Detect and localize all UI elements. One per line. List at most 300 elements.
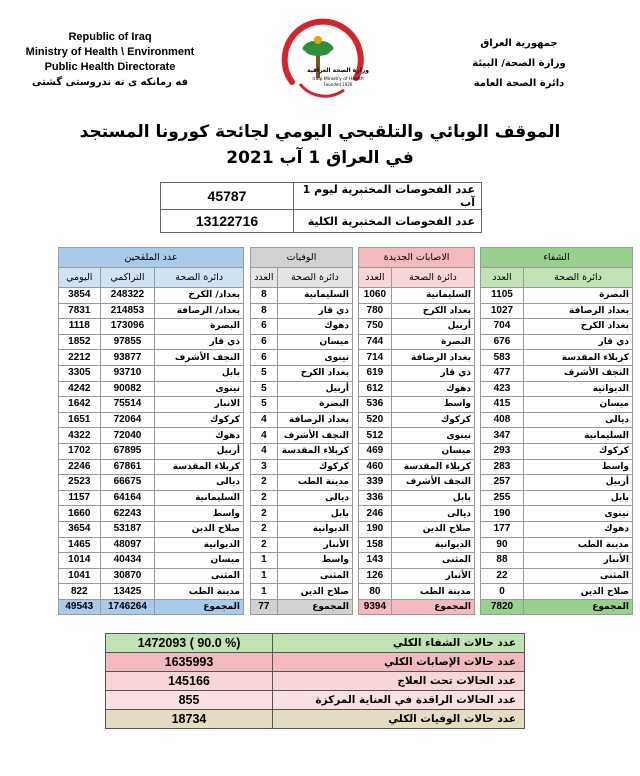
table-row <box>359 412 475 428</box>
summary-row-cases <box>106 653 525 672</box>
row-value: 126 <box>359 568 392 584</box>
row-dept: واسط <box>523 459 632 475</box>
table-row <box>359 303 475 319</box>
row-value: 2212 <box>59 350 101 366</box>
row-value: 2246 <box>59 459 101 475</box>
row-value: 97855 <box>100 334 155 350</box>
row-dept: ديالى <box>155 475 244 491</box>
row-value: 80 <box>359 584 392 600</box>
table-row <box>359 537 475 553</box>
row-dept: ذي قار <box>277 303 352 319</box>
row-value: 1702 <box>59 443 101 459</box>
table-row <box>481 365 633 381</box>
vaccinated-body <box>59 288 244 600</box>
row-value: 2 <box>251 506 278 522</box>
row-dept: السليمانية <box>523 428 632 444</box>
row-value: 177 <box>481 521 524 537</box>
table-row <box>59 568 244 584</box>
row-value: 293 <box>481 443 524 459</box>
row-value: 1651 <box>59 412 101 428</box>
summary-deaths-label: عدد حالات الوفيات الكلي <box>273 710 525 729</box>
logo-text-ar: وزارة الصحة العراقية <box>306 67 370 74</box>
table-row <box>59 475 244 491</box>
row-value: 75514 <box>100 397 155 413</box>
table-row <box>59 459 244 475</box>
vaccinated-table <box>58 247 244 615</box>
row-dept: كركوك <box>391 412 474 428</box>
row-value: 1105 <box>481 288 524 304</box>
row-value: 4322 <box>59 428 101 444</box>
tests-row-daily <box>161 183 482 210</box>
row-dept: دهوك <box>277 319 352 335</box>
row-value: 750 <box>359 319 392 335</box>
vaccinated-total-cum: 1746264 <box>100 599 155 615</box>
report-title: الموقف الوبائي والتلقيحي اليومي لجائحة كورونا المستجد <box>79 122 561 142</box>
row-dept: أربيل <box>391 319 474 335</box>
row-value: 1642 <box>59 397 101 413</box>
row-value: 4 <box>251 412 278 428</box>
row-value: 8 <box>251 288 278 304</box>
row-value: 248322 <box>100 288 155 304</box>
table-row <box>251 475 353 491</box>
table-row <box>481 568 633 584</box>
row-dept: ميسان <box>391 443 474 459</box>
table-row <box>59 443 244 459</box>
row-dept: أربيل <box>277 381 352 397</box>
row-dept: بغداد الرصافة <box>391 350 474 366</box>
row-dept: ذي قار <box>155 334 244 350</box>
table-row <box>251 521 353 537</box>
row-value: 1465 <box>59 537 101 553</box>
table-row <box>59 365 244 381</box>
row-value: 22 <box>481 568 524 584</box>
row-value: 1660 <box>59 506 101 522</box>
table-row <box>481 537 633 553</box>
table-row <box>251 350 353 366</box>
row-dept: المثنى <box>523 568 632 584</box>
table-row <box>359 475 475 491</box>
table-row <box>251 428 353 444</box>
table-row <box>359 350 475 366</box>
header-en-line1: Republic of Iraq <box>68 31 152 43</box>
row-value: 6 <box>251 319 278 335</box>
table-row <box>251 381 353 397</box>
row-dept: مدينة الطب <box>277 475 352 491</box>
table-row <box>359 521 475 537</box>
row-value: 88 <box>481 553 524 569</box>
table-row <box>251 303 353 319</box>
table-row <box>59 397 244 413</box>
row-value: 48097 <box>100 537 155 553</box>
row-dept: بغداد الرصافة <box>277 412 352 428</box>
row-dept: بغداد الرصافة <box>523 303 632 319</box>
row-value: 1 <box>251 568 278 584</box>
row-dept: واسط <box>391 397 474 413</box>
row-value: 520 <box>359 412 392 428</box>
new-cases-title: الاصابات الجديدة <box>359 248 475 268</box>
deaths-col-dept: دائرة الصحة <box>277 268 352 288</box>
row-value: 347 <box>481 428 524 444</box>
row-value: 4 <box>251 428 278 444</box>
recovered-total-row <box>481 599 633 615</box>
row-dept: الأنبار <box>277 537 352 553</box>
table-row <box>59 319 244 335</box>
table-row <box>251 288 353 304</box>
table-row <box>481 428 633 444</box>
header-ku-line: فه رمانكه ى ته ندروستى گشتى <box>31 77 189 88</box>
table-row <box>251 443 353 459</box>
row-value: 2 <box>251 475 278 491</box>
row-dept: ميسان <box>155 553 244 569</box>
header-en-line2: Ministry of Health \ Environment <box>25 46 195 58</box>
row-value: 6 <box>251 334 278 350</box>
table-row <box>359 490 475 506</box>
recovered-total-value: 7820 <box>481 599 524 615</box>
recovered-col-dept: دائرة الصحة <box>523 268 632 288</box>
tests-daily-label: عدد الفحوصات المختبرية ليوم 1 آب <box>294 183 482 210</box>
header-ar-line3: دائرة الصحة العامة <box>473 78 565 89</box>
row-dept: بابل <box>277 506 352 522</box>
row-dept: كربلاء المقدسة <box>391 459 474 475</box>
row-dept: بغداد الكرخ <box>523 319 632 335</box>
table-row <box>59 521 244 537</box>
table-row <box>481 381 633 397</box>
row-value: 1027 <box>481 303 524 319</box>
table-row <box>359 428 475 444</box>
summary-recovered-value: 1472093 ( 90.0 %) <box>106 634 273 653</box>
summary-cases-label: عدد حالات الإصابات الكلي <box>273 653 525 672</box>
new-cases-total-row <box>359 599 475 615</box>
table-row <box>59 553 244 569</box>
row-dept: مدينة الطب <box>523 537 632 553</box>
row-value: 714 <box>359 350 392 366</box>
row-value: 6 <box>251 350 278 366</box>
row-value: 512 <box>359 428 392 444</box>
row-value: 583 <box>481 350 524 366</box>
table-row <box>359 397 475 413</box>
table-row <box>359 553 475 569</box>
row-value: 1 <box>251 584 278 600</box>
row-value: 30870 <box>100 568 155 584</box>
row-value: 1 <box>251 553 278 569</box>
row-value: 415 <box>481 397 524 413</box>
summary-row-icu <box>106 691 525 710</box>
row-dept: نينوى <box>391 428 474 444</box>
row-value: 336 <box>359 490 392 506</box>
row-dept: مدينة الطب <box>391 584 474 600</box>
row-dept: السليمانية <box>155 490 244 506</box>
row-value: 612 <box>359 381 392 397</box>
row-dept: السليمانية <box>391 288 474 304</box>
table-row <box>251 334 353 350</box>
vaccinated-total-row <box>59 599 244 615</box>
row-value: 704 <box>481 319 524 335</box>
row-dept: صلاح الدين <box>277 584 352 600</box>
row-value: 90 <box>481 537 524 553</box>
row-dept: بابل <box>391 490 474 506</box>
row-dept: بابل <box>523 490 632 506</box>
row-value: 2 <box>251 490 278 506</box>
table-row <box>359 334 475 350</box>
row-dept: بابل <box>155 365 244 381</box>
table-row <box>481 459 633 475</box>
row-dept: النجف الأشرف <box>391 475 474 491</box>
row-value: 1014 <box>59 553 101 569</box>
summary-row-recovered <box>106 634 525 653</box>
ministry-emblem-icon <box>270 12 370 112</box>
table-row <box>251 397 353 413</box>
new-cases-total-label: المجموع <box>391 599 474 615</box>
row-value: 744 <box>359 334 392 350</box>
row-value: 190 <box>359 521 392 537</box>
deaths-total-label: المجموع <box>277 599 352 615</box>
tests-total-value: 13122716 <box>161 210 294 233</box>
new-cases-col-dept: دائرة الصحة <box>391 268 474 288</box>
row-dept: السليمانية <box>277 288 352 304</box>
row-dept: دهوك <box>155 428 244 444</box>
summary-row-active <box>106 672 525 691</box>
row-value: 64164 <box>100 490 155 506</box>
recovered-col-count: العدد <box>481 268 524 288</box>
row-dept: كركوك <box>523 443 632 459</box>
header-en-line3: Public Health Directorate <box>44 61 176 73</box>
table-row <box>359 365 475 381</box>
new-cases-table <box>358 247 475 615</box>
recovered-table <box>480 247 633 615</box>
row-dept: البصرة <box>523 288 632 304</box>
row-value: 5 <box>251 365 278 381</box>
row-dept: بغداد الكرخ <box>277 365 352 381</box>
row-value: 8 <box>251 303 278 319</box>
tests-row-total <box>161 210 482 233</box>
row-dept: صلاح الدين <box>155 521 244 537</box>
deaths-total-row <box>251 599 353 615</box>
report-date: في العراق 1 آب 2021 <box>226 148 414 168</box>
row-value: 3305 <box>59 365 101 381</box>
table-row <box>251 490 353 506</box>
table-row <box>359 319 475 335</box>
table-row <box>59 584 244 600</box>
row-value: 66675 <box>100 475 155 491</box>
row-value: 2 <box>251 537 278 553</box>
row-dept: واسط <box>155 506 244 522</box>
table-row <box>359 584 475 600</box>
row-value: 3654 <box>59 521 101 537</box>
table-row <box>359 459 475 475</box>
row-value: 3 <box>251 459 278 475</box>
row-value: 53187 <box>100 521 155 537</box>
vaccinated-total-daily: 49543 <box>59 599 101 615</box>
table-row <box>481 319 633 335</box>
row-dept: بغداد/ الرصافة <box>155 303 244 319</box>
new-cases-total-value: 9394 <box>359 599 392 615</box>
row-value: 90082 <box>100 381 155 397</box>
row-value: 62243 <box>100 506 155 522</box>
row-dept: الديوانية <box>523 381 632 397</box>
header-english <box>10 30 210 90</box>
row-value: 408 <box>481 412 524 428</box>
row-value: 469 <box>359 443 392 459</box>
row-dept: ذي قار <box>523 334 632 350</box>
table-row <box>251 537 353 553</box>
row-dept: بغداد الكرخ <box>391 303 474 319</box>
table-row <box>481 303 633 319</box>
new-cases-col-count: العدد <box>359 268 392 288</box>
table-row <box>481 397 633 413</box>
row-dept: دهوك <box>523 521 632 537</box>
row-dept: صلاح الدين <box>523 584 632 600</box>
row-value: 255 <box>481 490 524 506</box>
row-value: 173096 <box>100 319 155 335</box>
recovered-body <box>481 288 633 600</box>
table-row <box>59 381 244 397</box>
ministry-logo <box>270 12 370 112</box>
row-value: 822 <box>59 584 101 600</box>
row-value: 423 <box>481 381 524 397</box>
logo-text-en: Iraqi Ministry of Health <box>312 77 364 82</box>
deaths-title: الوفيات <box>251 248 353 268</box>
row-dept: ديالى <box>277 490 352 506</box>
row-dept: كركوك <box>155 412 244 428</box>
row-dept: ميسان <box>523 397 632 413</box>
deaths-total-value: 77 <box>251 599 278 615</box>
table-row <box>59 428 244 444</box>
summary-table <box>105 633 525 729</box>
row-value: 1060 <box>359 288 392 304</box>
row-dept: نينوى <box>155 381 244 397</box>
row-dept: نينوى <box>523 506 632 522</box>
row-value: 2523 <box>59 475 101 491</box>
row-value: 13425 <box>100 584 155 600</box>
vaccinated-col-daily: اليومي <box>59 268 101 288</box>
row-dept: كربلاء المقدسة <box>155 459 244 475</box>
row-value: 676 <box>481 334 524 350</box>
row-dept: ميسان <box>277 334 352 350</box>
summary-recovered-label: عدد حالات الشفاء الكلي <box>273 634 525 653</box>
row-value: 72040 <box>100 428 155 444</box>
row-value: 0 <box>481 584 524 600</box>
table-row <box>481 443 633 459</box>
summary-row-deaths <box>106 710 525 729</box>
row-dept: الأنبار <box>523 553 632 569</box>
table-row <box>359 506 475 522</box>
summary-cases-value: 1635993 <box>106 653 273 672</box>
row-dept: دهوك <box>391 381 474 397</box>
row-value: 536 <box>359 397 392 413</box>
row-dept: بغداد/ الكرخ <box>155 288 244 304</box>
new-cases-body <box>359 288 475 600</box>
row-value: 780 <box>359 303 392 319</box>
table-row <box>359 443 475 459</box>
table-row <box>251 412 353 428</box>
table-row <box>481 584 633 600</box>
row-value: 93710 <box>100 365 155 381</box>
row-value: 143 <box>359 553 392 569</box>
summary-icu-value: 855 <box>106 691 273 710</box>
row-value: 7831 <box>59 303 101 319</box>
table-row <box>481 334 633 350</box>
row-dept: المثنى <box>155 568 244 584</box>
logo-text-founded: Founded 1920 <box>323 82 353 87</box>
table-row <box>481 490 633 506</box>
table-row <box>251 584 353 600</box>
table-row <box>59 537 244 553</box>
row-value: 1157 <box>59 490 101 506</box>
vaccinated-title: عدد الملقحين <box>59 248 244 268</box>
row-value: 3854 <box>59 288 101 304</box>
vaccinated-col-dept: دائرة الصحة <box>155 268 244 288</box>
row-value: 246 <box>359 506 392 522</box>
row-dept: ذي قار <box>391 365 474 381</box>
summary-deaths-value: 18734 <box>106 710 273 729</box>
table-row <box>59 490 244 506</box>
row-dept: كربلاء المقدسة <box>277 443 352 459</box>
table-row <box>59 303 244 319</box>
table-row <box>359 288 475 304</box>
row-dept: المثنى <box>277 568 352 584</box>
table-row <box>359 381 475 397</box>
row-dept: الديوانية <box>391 537 474 553</box>
row-value: 5 <box>251 397 278 413</box>
row-dept: أربيل <box>155 443 244 459</box>
row-dept: كربلاء المقدسة <box>523 350 632 366</box>
row-dept: ديالى <box>391 506 474 522</box>
summary-icu-label: عدد الحالات الراقدة في العناية المركزة <box>273 691 525 710</box>
row-value: 40434 <box>100 553 155 569</box>
row-dept: أربيل <box>523 475 632 491</box>
row-dept: ديالى <box>523 412 632 428</box>
header-ar-line1: جمهورية العراق <box>480 38 558 49</box>
row-value: 214853 <box>100 303 155 319</box>
row-dept: النجف الأشرف <box>277 428 352 444</box>
table-row <box>59 288 244 304</box>
row-dept: صلاح الدين <box>391 521 474 537</box>
vaccinated-total-label: المجموع <box>155 599 244 615</box>
row-value: 190 <box>481 506 524 522</box>
row-dept: مدينة الطب <box>155 584 244 600</box>
row-value: 5 <box>251 381 278 397</box>
row-dept: المثنى <box>391 553 474 569</box>
table-row <box>481 553 633 569</box>
row-value: 339 <box>359 475 392 491</box>
table-row <box>251 319 353 335</box>
row-value: 67895 <box>100 443 155 459</box>
deaths-col-count: العدد <box>251 268 278 288</box>
table-row <box>59 334 244 350</box>
row-dept: نينوى <box>277 350 352 366</box>
row-value: 72064 <box>100 412 155 428</box>
table-row <box>481 521 633 537</box>
table-row <box>481 288 633 304</box>
row-value: 2 <box>251 521 278 537</box>
header-ar-line2: وزارة الصحة/ البيئة <box>472 58 566 69</box>
row-dept: البصرة <box>391 334 474 350</box>
row-dept: كركوك <box>277 459 352 475</box>
row-value: 158 <box>359 537 392 553</box>
row-dept: الانبار <box>155 397 244 413</box>
tests-daily-value: 45787 <box>161 183 294 210</box>
table-row <box>59 412 244 428</box>
row-value: 1852 <box>59 334 101 350</box>
table-row <box>481 412 633 428</box>
vaccinated-col-cum: التراكمي <box>100 268 155 288</box>
header-arabic <box>434 34 604 94</box>
table-row <box>481 350 633 366</box>
row-value: 67861 <box>100 459 155 475</box>
recovered-title: الشفاء <box>481 248 633 268</box>
row-dept: واسط <box>277 553 352 569</box>
row-dept: البصرة <box>155 319 244 335</box>
